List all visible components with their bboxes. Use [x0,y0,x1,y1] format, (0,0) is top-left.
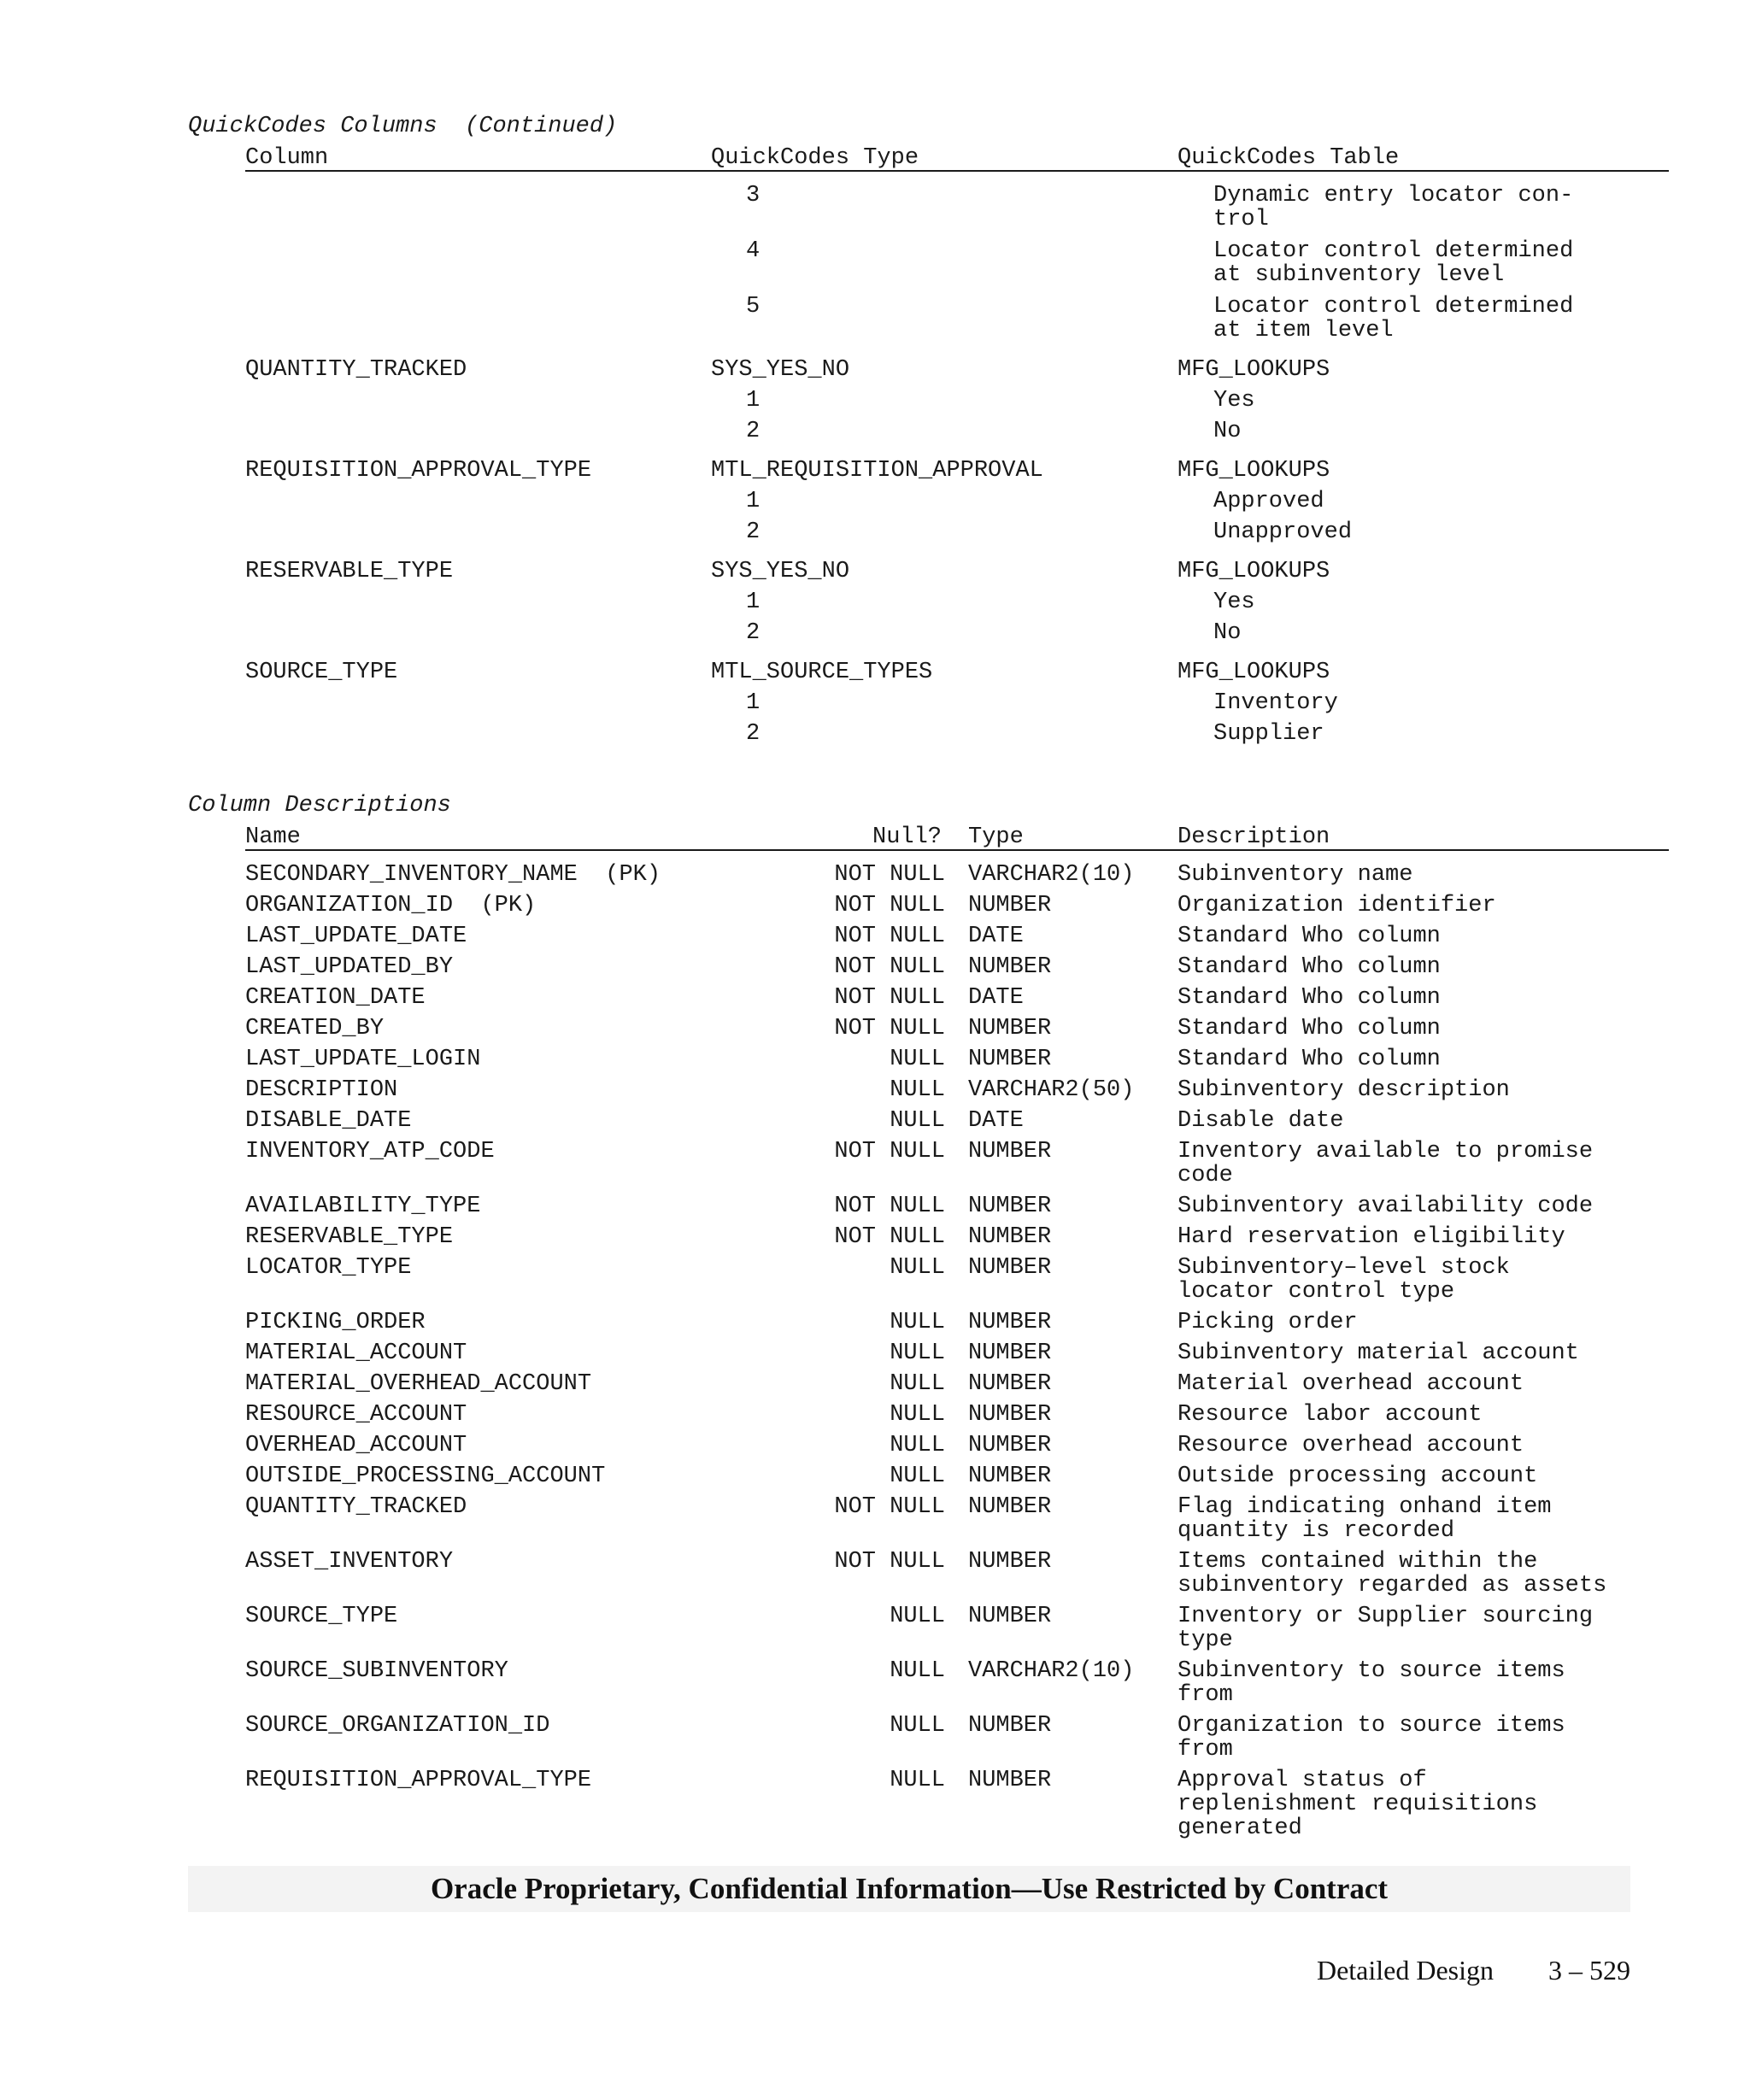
column-description: Inventory or Supplier sourcing type [1177,1604,1594,1653]
column-nullability: NOT NULL [834,1224,945,1250]
quickcode-value: 3 [746,183,760,208]
quickcodes-section-title: QuickCodes Columns (Continued) [188,114,618,139]
quickcode-meaning: Unapproved [1213,519,1353,545]
column-name: OVERHEAD_ACCOUNT [245,1433,467,1458]
column-name: QUANTITY_TRACKED [245,1494,467,1520]
column-type: NUMBER [968,1768,1052,1793]
quickcode-meaning: Inventory [1213,690,1338,716]
column-description: Subinventory name [1177,862,1413,888]
quickcode-value: 1 [746,388,760,414]
column-description: Inventory available to promise code [1177,1139,1594,1188]
quickcode-column-name: QUANTITY_TRACKED [245,357,467,383]
quickcode-type: SYS_YES_NO [711,357,850,383]
quickcodes-header-table: QuickCodes Table [1177,145,1400,171]
quickcode-value: 1 [746,690,760,716]
column-description: Subinventory to source items from [1177,1658,1565,1708]
column-nullability: NULL [890,1402,945,1428]
column-nullability: NOT NULL [834,862,945,888]
column-description: Material overhead account [1177,1371,1524,1397]
quickcode-value: 2 [746,519,760,545]
column-nullability: NOT NULL [834,1016,945,1041]
column-name: SOURCE_SUBINVENTORY [245,1658,508,1684]
column-nullability: NOT NULL [834,924,945,949]
column-nullability: NOT NULL [834,985,945,1011]
column-type: DATE [968,985,1024,1011]
quickcode-column-name: REQUISITION_APPROVAL_TYPE [245,458,592,484]
column-name: MATERIAL_ACCOUNT [245,1340,467,1366]
column-name: REQUISITION_APPROVAL_TYPE [245,1768,592,1793]
column-description: Subinventory–level stock locator control type [1177,1255,1510,1305]
column-name: INVENTORY_ATP_CODE [245,1139,495,1164]
column-nullability: NULL [890,1077,945,1103]
column-type: NUMBER [968,1139,1052,1164]
quickcode-meaning: Locator control determined at subinventory level [1213,238,1574,288]
column-nullability: NULL [890,1310,945,1335]
quickcode-table: MFG_LOOKUPS [1177,559,1330,584]
quickcode-value: 4 [746,238,760,264]
quickcode-meaning: Approved [1213,489,1324,514]
column-nullability: NOT NULL [834,893,945,918]
column-type: NUMBER [968,1047,1052,1072]
quickcode-type: SYS_YES_NO [711,559,850,584]
column-description: Standard Who column [1177,1016,1441,1041]
column-nullability: NULL [890,1768,945,1793]
column-type: NUMBER [968,1433,1052,1458]
column-type: NUMBER [968,1371,1052,1397]
column-nullability: NULL [890,1047,945,1072]
footer-page-number: 3 – 529 [1548,1955,1630,1986]
column-nullability: NULL [890,1433,945,1458]
column-type: NUMBER [968,1713,1052,1739]
quickcode-type: MTL_REQUISITION_APPROVAL [711,458,1043,484]
column-type: VARCHAR2(10) [968,1658,1135,1684]
quickcode-meaning: Supplier [1213,721,1324,747]
column-type: NUMBER [968,1402,1052,1428]
columns-header-null: Null? [872,824,943,850]
column-name: LAST_UPDATE_LOGIN [245,1047,481,1072]
quickcode-table: MFG_LOOKUPS [1177,357,1330,383]
column-type: NUMBER [968,1255,1052,1281]
column-name: DESCRIPTION [245,1077,398,1103]
quickcode-meaning: Yes [1213,388,1255,414]
column-name: ASSET_INVENTORY [245,1549,454,1575]
column-nullability: NOT NULL [834,1194,945,1219]
columns-header-name: Name [245,824,301,850]
quickcode-meaning: Yes [1213,590,1255,615]
column-description: Flag indicating onhand item quantity is recorded [1177,1494,1552,1544]
column-type: NUMBER [968,954,1052,980]
columns-header-rule [245,849,1669,851]
quickcode-type: MTL_SOURCE_TYPES [711,660,933,685]
quickcode-meaning: No [1213,620,1242,646]
column-description: Resource overhead account [1177,1433,1524,1458]
quickcode-table: MFG_LOOKUPS [1177,660,1330,685]
column-description: Standard Who column [1177,924,1441,949]
column-type: VARCHAR2(50) [968,1077,1135,1103]
footer-section-title: Detailed Design [1316,1955,1494,1986]
column-nullability: NOT NULL [834,1139,945,1164]
column-nullability: NOT NULL [834,1494,945,1520]
column-description: Approval status of replenishment requisitions generated [1177,1768,1538,1841]
column-description: Hard reservation eligibility [1177,1224,1565,1250]
column-name: OUTSIDE_PROCESSING_ACCOUNT [245,1464,606,1489]
column-name: PICKING_ORDER [245,1310,426,1335]
column-nullability: NULL [890,1340,945,1366]
column-nullability: NULL [890,1255,945,1281]
column-type: NUMBER [968,893,1052,918]
column-nullability: NULL [890,1658,945,1684]
column-type: NUMBER [968,1549,1052,1575]
column-name: DISABLE_DATE [245,1108,412,1134]
column-description: Subinventory availability code [1177,1194,1594,1219]
column-type: NUMBER [968,1310,1052,1335]
quickcode-value: 2 [746,721,760,747]
column-description: Disable date [1177,1108,1344,1134]
column-name: LOCATOR_TYPE [245,1255,412,1281]
column-type: NUMBER [968,1016,1052,1041]
column-name: SECONDARY_INVENTORY_NAME (PK) [245,862,661,888]
column-nullability: NULL [890,1464,945,1489]
column-nullability: NULL [890,1371,945,1397]
column-description: Standard Who column [1177,985,1441,1011]
column-name: CREATED_BY [245,1016,385,1041]
quickcode-meaning: Dynamic entry locator con- trol [1213,183,1574,232]
confidentiality-banner [188,1866,1630,1912]
column-description: Organization identifier [1177,893,1496,918]
column-name: RESERVABLE_TYPE [245,1224,454,1250]
column-nullability: NULL [890,1713,945,1739]
quickcode-meaning: No [1213,419,1242,444]
column-name: SOURCE_TYPE [245,1604,398,1629]
quickcodes-header-rule [245,170,1669,172]
column-name: LAST_UPDATED_BY [245,954,454,980]
column-descriptions-title: Column Descriptions [188,793,451,818]
column-name: SOURCE_ORGANIZATION_ID [245,1713,550,1739]
column-description: Picking order [1177,1310,1358,1335]
column-type: NUMBER [968,1224,1052,1250]
quickcode-column-name: RESERVABLE_TYPE [245,559,454,584]
columns-header-type: Type [968,824,1024,850]
column-type: DATE [968,1108,1024,1134]
column-description: Items contained within the subinventory regarded as assets [1177,1549,1607,1598]
quickcode-column-name: SOURCE_TYPE [245,660,398,685]
quickcode-value: 1 [746,590,760,615]
quickcode-value: 1 [746,489,760,514]
column-type: NUMBER [968,1340,1052,1366]
column-nullability: NULL [890,1604,945,1629]
column-type: NUMBER [968,1464,1052,1489]
quickcodes-header-type: QuickCodes Type [711,145,919,171]
column-nullability: NULL [890,1108,945,1134]
quickcode-meaning: Locator control determined at item level [1213,294,1574,343]
column-type: NUMBER [968,1194,1052,1219]
column-description: Standard Who column [1177,954,1441,980]
column-description: Standard Who column [1177,1047,1441,1072]
quickcode-value: 5 [746,294,760,320]
column-nullability: NOT NULL [834,1549,945,1575]
quickcodes-header-column: Column [245,145,329,171]
quickcode-value: 2 [746,419,760,444]
column-description: Organization to source items from [1177,1713,1565,1763]
column-nullability: NOT NULL [834,954,945,980]
column-description: Outside processing account [1177,1464,1538,1489]
quickcode-value: 2 [746,620,760,646]
column-type: DATE [968,924,1024,949]
banner-text: Oracle Proprietary, Confidential Information––Use Restricted by Contract [430,1872,1389,1905]
column-type: NUMBER [968,1494,1052,1520]
column-type: NUMBER [968,1604,1052,1629]
column-name: LAST_UPDATE_DATE [245,924,467,949]
column-description: Resource labor account [1177,1402,1483,1428]
column-description: Subinventory material account [1177,1340,1579,1366]
column-name: MATERIAL_OVERHEAD_ACCOUNT [245,1371,592,1397]
column-name: RESOURCE_ACCOUNT [245,1402,467,1428]
column-name: CREATION_DATE [245,985,426,1011]
quickcode-table: MFG_LOOKUPS [1177,458,1330,484]
column-name: ORGANIZATION_ID (PK) [245,893,537,918]
columns-header-description: Description [1177,824,1330,850]
column-type: VARCHAR2(10) [968,862,1135,888]
column-description: Subinventory description [1177,1077,1510,1103]
column-name: AVAILABILITY_TYPE [245,1194,481,1219]
